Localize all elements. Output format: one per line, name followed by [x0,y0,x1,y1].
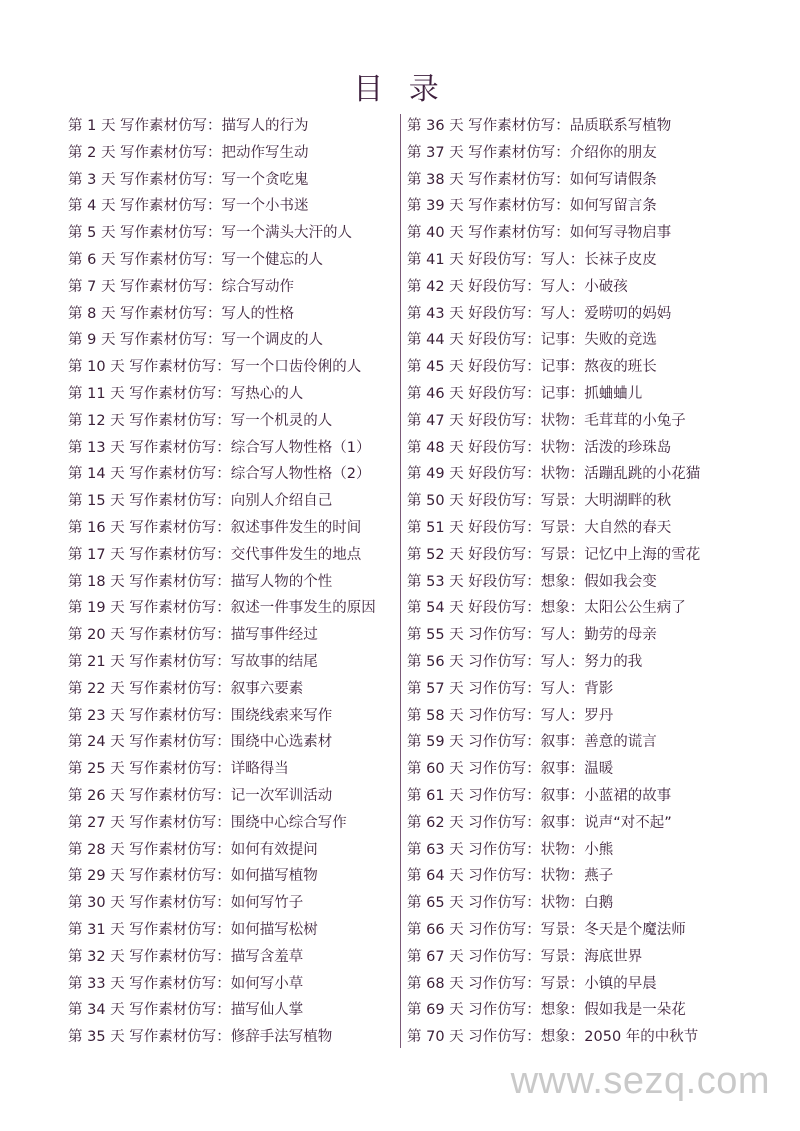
toc-entry: 第 52 天 好段仿写：写景：记忆中上海的雪花 [407,546,701,563]
toc-entry: 第 45 天 好段仿写：记事：熬夜的班长 [407,359,657,376]
toc-entry: 第 11 天 写作素材仿写：写热心的人 [68,385,304,402]
toc-entry: 第 50 天 好段仿写：写景：大明湖畔的秋 [407,493,672,510]
toc-entry: 第 59 天 习作仿写：叙事：善意的谎言 [407,734,657,751]
toc-entry: 第 58 天 习作仿写：写人：罗丹 [407,707,614,724]
toc-entry: 第 57 天 习作仿写：写人：背影 [407,680,614,697]
toc-entry: 第 34 天 写作素材仿写：描写仙人掌 [68,1002,304,1019]
toc-entry: 第 60 天 习作仿写：叙事：温暖 [407,761,614,778]
toc-entry: 第 53 天 好段仿写：想象：假如我会变 [407,573,657,590]
toc-entry: 第 61 天 习作仿写：叙事：小蓝裙的故事 [407,787,672,804]
toc-entry: 第 35 天 写作素材仿写：修辞手法写植物 [68,1029,333,1046]
toc-entry: 第 12 天 写作素材仿写：写一个机灵的人 [68,412,333,429]
toc-entry: 第 68 天 习作仿写：写景：小镇的早晨 [407,975,657,992]
toc-entry: 第 67 天 习作仿写：写景：海底世界 [407,948,643,965]
toc-entry: 第 24 天 写作素材仿写：围绕中心选素材 [68,734,333,751]
toc-entry: 第 48 天 好段仿写：状物：活泼的珍珠岛 [407,439,672,456]
toc-entry: 第 14 天 写作素材仿写：综合写人物性格（2） [68,466,371,483]
toc-entry: 第 27 天 写作素材仿写：围绕中心综合写作 [68,814,347,831]
toc-entry: 第 20 天 写作素材仿写：描写事件经过 [68,627,318,644]
toc-entry: 第 63 天 习作仿写：状物：小熊 [407,841,614,858]
toc-entry: 第 7 天 写作素材仿写：综合写动作 [68,278,295,295]
toc-entry: 第 31 天 写作素材仿写：如何描写松树 [68,921,318,938]
toc-entry: 第 21 天 写作素材仿写：写故事的结尾 [68,653,318,670]
toc-entry: 第 66 天 习作仿写：写景：冬天是个魔法师 [407,921,686,938]
toc-right-column [407,113,737,1051]
toc-entry: 第 16 天 写作素材仿写：叙述事件发生的时间 [68,519,362,536]
toc-entry: 第 3 天 写作素材仿写：写一个贪吃鬼 [68,171,309,188]
toc-entry: 第 13 天 写作素材仿写：综合写人物性格（1） [68,439,371,456]
toc-entry: 第 69 天 习作仿写：想象：假如我是一朵花 [407,1002,686,1019]
toc-entry: 第 23 天 写作素材仿写：围绕线索来写作 [68,707,333,724]
toc-entry: 第 28 天 写作素材仿写：如何有效提问 [68,841,318,858]
toc-entry: 第 39 天 写作素材仿写：如何写留言条 [407,198,657,215]
toc-entry: 第 22 天 写作素材仿写：叙事六要素 [68,680,304,697]
toc-entry: 第 47 天 好段仿写：状物：毛茸茸的小兔子 [407,412,686,429]
toc-entry: 第 38 天 写作素材仿写：如何写请假条 [407,171,657,188]
toc-entry: 第 49 天 好段仿写：状物：活蹦乱跳的小花猫 [407,466,701,483]
toc-entry: 第 55 天 习作仿写：写人：勤劳的母亲 [407,627,657,644]
toc-entry: 第 32 天 写作素材仿写：描写含羞草 [68,948,304,965]
toc-entry: 第 43 天 好段仿写：写人：爱唠叨的妈妈 [407,305,672,322]
toc-entry: 第 40 天 写作素材仿写：如何写寻物启事 [407,225,672,242]
watermark: www.sezq.com [510,1060,770,1102]
toc-entry: 第 19 天 写作素材仿写：叙述一件事发生的原因 [68,600,376,617]
toc-entry: 第 36 天 写作素材仿写：品质联系写植物 [407,118,672,134]
toc-entry: 第 46 天 好段仿写：记事：抓蛐蛐儿 [407,385,643,402]
toc-entry: 第 2 天 写作素材仿写：把动作写生动 [68,144,309,161]
toc-entry: 第 41 天 好段仿写：写人：长袜子皮皮 [407,251,657,268]
toc-entry: 第 62 天 习作仿写：叙事：说声“对不起” [407,814,672,831]
toc-entry: 第 9 天 写作素材仿写：写一个调皮的人 [68,332,324,349]
toc-entry: 第 15 天 写作素材仿写：向别人介绍自己 [68,493,333,510]
toc-entry: 第 1 天 写作素材仿写：描写人的行为 [68,118,309,134]
toc-entry: 第 6 天 写作素材仿写：写一个健忘的人 [68,251,324,268]
toc-entry: 第 10 天 写作素材仿写：写一个口齿伶俐的人 [68,359,362,376]
column-divider [400,114,401,1048]
toc-entry: 第 65 天 习作仿写：状物：白鹅 [407,895,614,912]
toc-entry: 第 33 天 写作素材仿写：如何写小草 [68,975,304,992]
page-title: 目 录 [353,72,447,107]
toc-entry: 第 51 天 好段仿写：写景：大自然的春天 [407,519,672,536]
toc-entry: 第 64 天 习作仿写：状物：燕子 [407,868,614,885]
toc-entry: 第 44 天 好段仿写：记事：失败的竞选 [407,332,657,349]
toc-entry: 第 42 天 好段仿写：写人：小破孩 [407,278,628,295]
toc-entry: 第 8 天 写作素材仿写：写人的性格 [68,305,295,322]
toc-entry: 第 37 天 写作素材仿写：介绍你的朋友 [407,144,657,161]
toc-entry: 第 30 天 写作素材仿写：如何写竹子 [68,895,304,912]
toc-left-column [68,113,398,1051]
toc-entry: 第 70 天 习作仿写：想象：2050 年的中秋节 [407,1029,699,1046]
toc-entry: 第 17 天 写作素材仿写：交代事件发生的地点 [68,546,362,563]
toc-entry: 第 54 天 好段仿写：想象：太阳公公生病了 [407,600,686,617]
toc-entry: 第 4 天 写作素材仿写：写一个小书迷 [68,198,309,215]
toc-entry: 第 56 天 习作仿写：写人：努力的我 [407,653,643,670]
toc-entry: 第 18 天 写作素材仿写：描写人物的个性 [68,573,333,590]
toc-entry: 第 25 天 写作素材仿写：详略得当 [68,761,289,778]
toc-entry: 第 26 天 写作素材仿写：记一次军训活动 [68,787,333,804]
toc-entry: 第 29 天 写作素材仿写：如何描写植物 [68,868,318,885]
toc-entry: 第 5 天 写作素材仿写：写一个满头大汗的人 [68,225,353,242]
